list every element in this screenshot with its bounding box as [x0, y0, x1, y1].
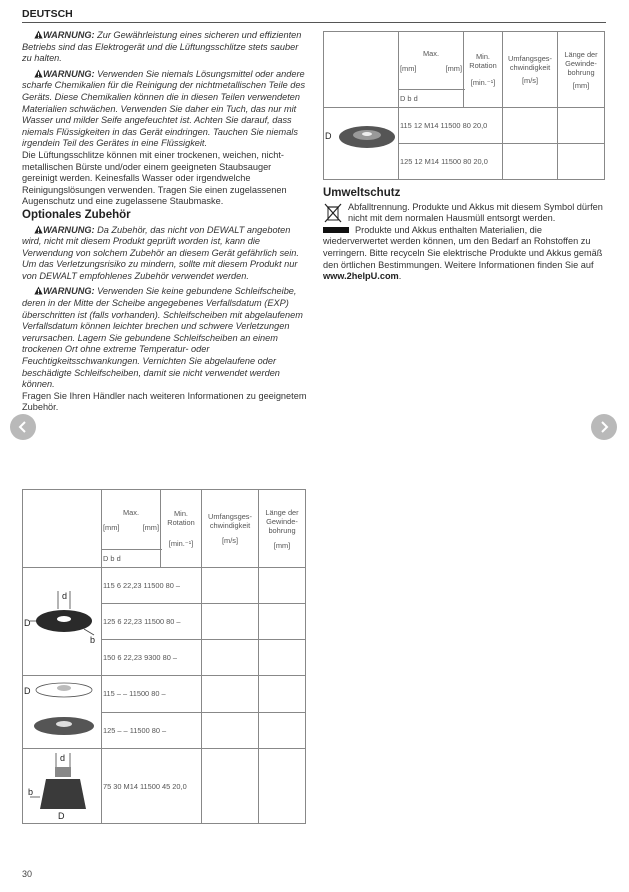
warning-paragraph-3: WARNUNG: Da Zubehör, das nicht von DEWALT angeboten wird, nicht mit diesem Produkt geprüft worden ist, kann die Verwendung von solchem Zubehör an diesem Gerät gefährlich sein. Um das Verletzungsrisiko zu mindern, sollte mit diesem Produkt nur von DEWALT empfohlenes Zubehör verwendet werden. — [22, 224, 299, 281]
speed-header: Umfangsges-chwindigkeit [m/s] — [503, 32, 558, 108]
black-bar-icon — [323, 227, 349, 233]
table-row — [23, 676, 306, 713]
warning-paragraph-2: WARNUNG: Verwenden Sie niemals Lösungsmittel oder andere scharfe Chemikalien für die Reinigung der nichtmetallischen Teile des Geräts. Diese Chemikalien können die in diesen Teilen verwendeten Materialien schwächen. Verwenden Sie daher ein Tuch, das nur mit Wasser und milder Seife angefeuchtet ist. Achten Sie darauf, dass niemals Flüssigkeiten in das Gerät eindringen. Tauchen Sie niemals irgendein Teil des Gerätes in eine Flüssigkeit. — [22, 68, 306, 149]
previous-page-button[interactable] — [10, 414, 36, 440]
warning-paragraph-4: WARNUNG: Verwenden Sie keine gebundene Schleifscheibe, deren in der Mitte der Scheibe angegebenes Verfallsdatum (EXP) überschritten ist (falls vorhanden). Schleifscheiben mit abgelaufenem Verfallsdatum können leichter brechen und schwere Verletzungen verursachen. Lagern Sie gebundene Schleifscheiben an einem trockenen Ort ohne extreme Temperatur- oder Feuchtigkeitsschwankungen. Vernichten Sie abgelaufene oder beschädigte Schleifscheiben, damit sie nicht verwendet werden können. — [22, 286, 303, 390]
dealer-paragraph: Fragen Sie Ihren Händler nach weiteren Informationen zu geeignetem Zubehör. — [22, 390, 307, 413]
flap-disc-figure — [23, 676, 102, 749]
table-cell: 125 12 M14 11500 80 20,0 — [399, 144, 503, 180]
svg-text:D: D — [325, 130, 332, 141]
dims-subheader: D b d — [102, 550, 161, 568]
bonded-disc-figure — [23, 568, 102, 676]
table-cell: 75 30 M14 11500 45 20,0 — [102, 749, 202, 824]
table-cell: 115 – – 11500 80 – — [102, 676, 202, 713]
rotation-header: Min. Rotation [min.⁻¹] — [464, 32, 503, 108]
cleaning-paragraph: Die Lüftungsschlitze können mit einer trockenen, weichen, nicht-metallischen Bürste und/oder einem geeigneten Staubsauger gereinigt werden. Keinesfalls Wasser oder irgendwelche Reinigungslösungen verwenden. Tragen Sie einen zugelassenen Augenschutz und eine zugelassene Staubmaske. — [22, 149, 287, 207]
table-cell: 125 6 22,23 11500 80 – — [102, 604, 202, 640]
table-corner — [324, 32, 399, 108]
warning-icon — [34, 286, 43, 295]
section-heading-environment: Umweltschutz — [323, 187, 401, 199]
section-heading-accessories: Optionales Zubehör — [22, 208, 131, 221]
dims-subheader: D b d — [399, 90, 464, 108]
table-cell: 115 12 M14 11500 80 20,0 — [399, 108, 503, 144]
max-mm-header: Max. [mm] [mm] — [399, 32, 464, 90]
table-row — [23, 749, 306, 824]
crossed-bin-icon — [323, 202, 343, 224]
chevron-right-icon — [597, 420, 611, 434]
wire-wheel-icon — [24, 676, 98, 746]
table-corner — [23, 490, 102, 568]
svg-text:b: b — [90, 634, 96, 645]
accessory-table-2 — [323, 31, 605, 180]
warning-icon — [34, 69, 43, 78]
svg-text:d: d — [60, 753, 66, 763]
table-row — [324, 108, 605, 144]
thread-header: Länge der Gewinde-bohrung [mm] — [558, 32, 605, 108]
right-column — [323, 186, 606, 283]
section-header: DEUTSCH — [22, 8, 606, 23]
warning-icon — [34, 225, 43, 234]
max-mm-header: Max. [mm] [mm] — [102, 490, 161, 550]
svg-text:D: D — [24, 617, 31, 628]
wire-wheel-icon — [325, 113, 397, 173]
table-header-row — [324, 32, 605, 90]
svg-text:b: b — [28, 787, 34, 797]
cup-brush-figure — [23, 749, 102, 824]
table-header-row — [23, 490, 306, 550]
accessory-table-1 — [22, 489, 306, 824]
svg-text:D: D — [58, 811, 65, 821]
recycle-paragraph: Produkte und Akkus enthalten Materialien, die wiederverwertet werden können, um den Bedarf an Rohstoffen zu verringern. Bitte recyceln Sie elektrische Produkte und Akkus gemäß den örtlichen Bestimmungen. Weitere Informationen finden Sie auf www.2helpU.com. — [323, 224, 603, 282]
table-cell: 150 6 22,23 9300 80 – — [102, 640, 202, 676]
cup-brush-icon — [24, 749, 98, 821]
waste-paragraph: Abfalltrennung. Produkte und Akkus mit diesem Symbol dürfen nicht mit dem normalen Hausmüll entsorgt werden. — [348, 201, 603, 224]
chevron-left-icon — [16, 420, 30, 434]
left-column — [22, 29, 308, 414]
next-page-button[interactable] — [591, 414, 617, 440]
page-number: 30 — [22, 869, 33, 879]
table-cell: 125 – – 11500 80 – — [102, 712, 202, 749]
table-row — [23, 568, 306, 604]
thread-header: Länge der Gewinde-bohrung [mm] — [259, 490, 306, 568]
table-cell: 115 6 22,23 11500 80 – — [102, 568, 202, 604]
warning-icon — [34, 30, 43, 39]
speed-header: Umfangsges-chwindigkeit [m/s] — [202, 490, 259, 568]
website-link[interactable]: www.2helpU.com — [323, 271, 399, 282]
wire-wheel-figure — [324, 108, 399, 180]
bonded-disc-icon — [24, 571, 98, 671]
rotation-header: Min. Rotation [min.⁻¹] — [161, 490, 202, 568]
svg-text:d: d — [62, 590, 68, 601]
svg-text:D: D — [24, 686, 31, 696]
warning-paragraph-1: WARNUNG: Zur Gewährleistung eines sicheren und effizienten Betriebs sind das Elektrogerät und die Lüftungsschlitze stets sauber zu halten. — [22, 30, 302, 64]
